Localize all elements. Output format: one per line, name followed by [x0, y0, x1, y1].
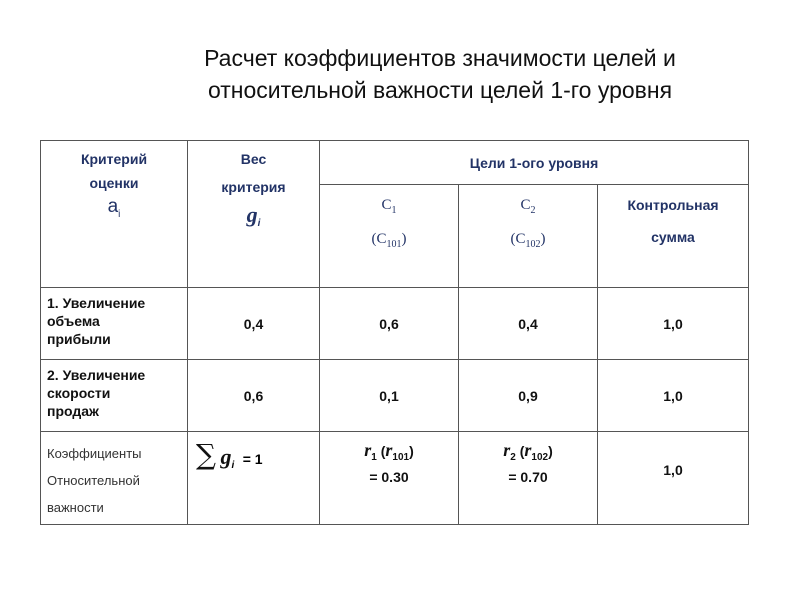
- r1-cell: [320, 432, 459, 525]
- c1-cell: 0,1: [320, 360, 459, 432]
- table-row: [41, 288, 749, 360]
- weight-cell: 0,6: [188, 360, 320, 432]
- r1-value: = 0.30: [369, 468, 409, 485]
- control-header-line2: сумма: [651, 229, 695, 245]
- control-sum-header-cell: [598, 185, 749, 288]
- control-cell: 1,0: [598, 432, 749, 525]
- sum-g-symbol: g: [220, 444, 232, 469]
- c2-cell: 0,9: [459, 360, 598, 432]
- criterion-header-line2: оценки: [89, 175, 139, 191]
- c2-symbol: $C_2$: [520, 197, 536, 216]
- weight-header-cell: [188, 141, 320, 288]
- coefficient-label-cell: [41, 432, 188, 525]
- sum-equals: = 1: [242, 451, 263, 467]
- weight-cell: 0,4: [188, 288, 320, 360]
- criterion-cell: [41, 360, 188, 432]
- table-row: [41, 360, 749, 432]
- coef-label-line: Коэффициенты: [47, 446, 142, 461]
- c1-symbol: $C_1$: [381, 197, 397, 216]
- criterion-line: 2. Увеличение: [47, 367, 146, 383]
- coefficient-row: [41, 432, 749, 525]
- criterion-line: 1. Увеличение: [47, 295, 146, 311]
- control-cell: 1,0: [598, 288, 749, 360]
- c2-cell: 0,4: [459, 288, 598, 360]
- title-line-2: относительной важности целей 1-го уровня: [207, 77, 673, 103]
- page-title: [140, 42, 740, 106]
- weight-symbol: $g_i$: [246, 202, 261, 229]
- sum-symbol: ∑: [196, 438, 216, 471]
- c2-header-cell: [459, 185, 598, 288]
- r2-formula: $r_2$ $(r_{102})$: [503, 440, 553, 463]
- criterion-header-line1: Критерий: [80, 151, 148, 167]
- control-cell: 1,0: [598, 360, 749, 432]
- c1-code: $(C_{101})$: [371, 231, 407, 250]
- weight-header-line1: Вес: [240, 151, 267, 167]
- weight-header-line2: критерия: [221, 179, 286, 195]
- header-row-1: [41, 141, 749, 185]
- criterion-cell: [41, 288, 188, 360]
- coef-label-line: Относительной: [47, 473, 140, 488]
- criterion-line: скорости: [47, 385, 111, 401]
- criterion-header-cell: [41, 141, 188, 288]
- title-line-1: Расчет коэффициентов значимости целей и: [204, 45, 676, 71]
- criterion-line: продаж: [47, 403, 99, 419]
- r2-cell: [459, 432, 598, 525]
- c1-header-cell: [320, 185, 459, 288]
- criterion-symbol: $a_i$: [107, 196, 121, 220]
- c2-code: $(C_{102})$: [510, 231, 546, 250]
- r1-formula: $r_1$ $(r_{101})$: [364, 440, 414, 463]
- criterion-line: объема: [47, 313, 100, 329]
- goals-table: [40, 140, 749, 525]
- r2-value: = 0.70: [508, 468, 548, 485]
- c1-cell: 0,6: [320, 288, 459, 360]
- coef-label-line: важности: [47, 500, 104, 515]
- goals-group-header: Цели 1-ого уровня: [320, 141, 749, 185]
- sum-formula: ∑ $g_i = 1$: [196, 438, 263, 472]
- sum-formula-cell: [188, 432, 320, 525]
- control-header-line1: Контрольная: [627, 197, 719, 213]
- criterion-line: прибыли: [47, 331, 111, 347]
